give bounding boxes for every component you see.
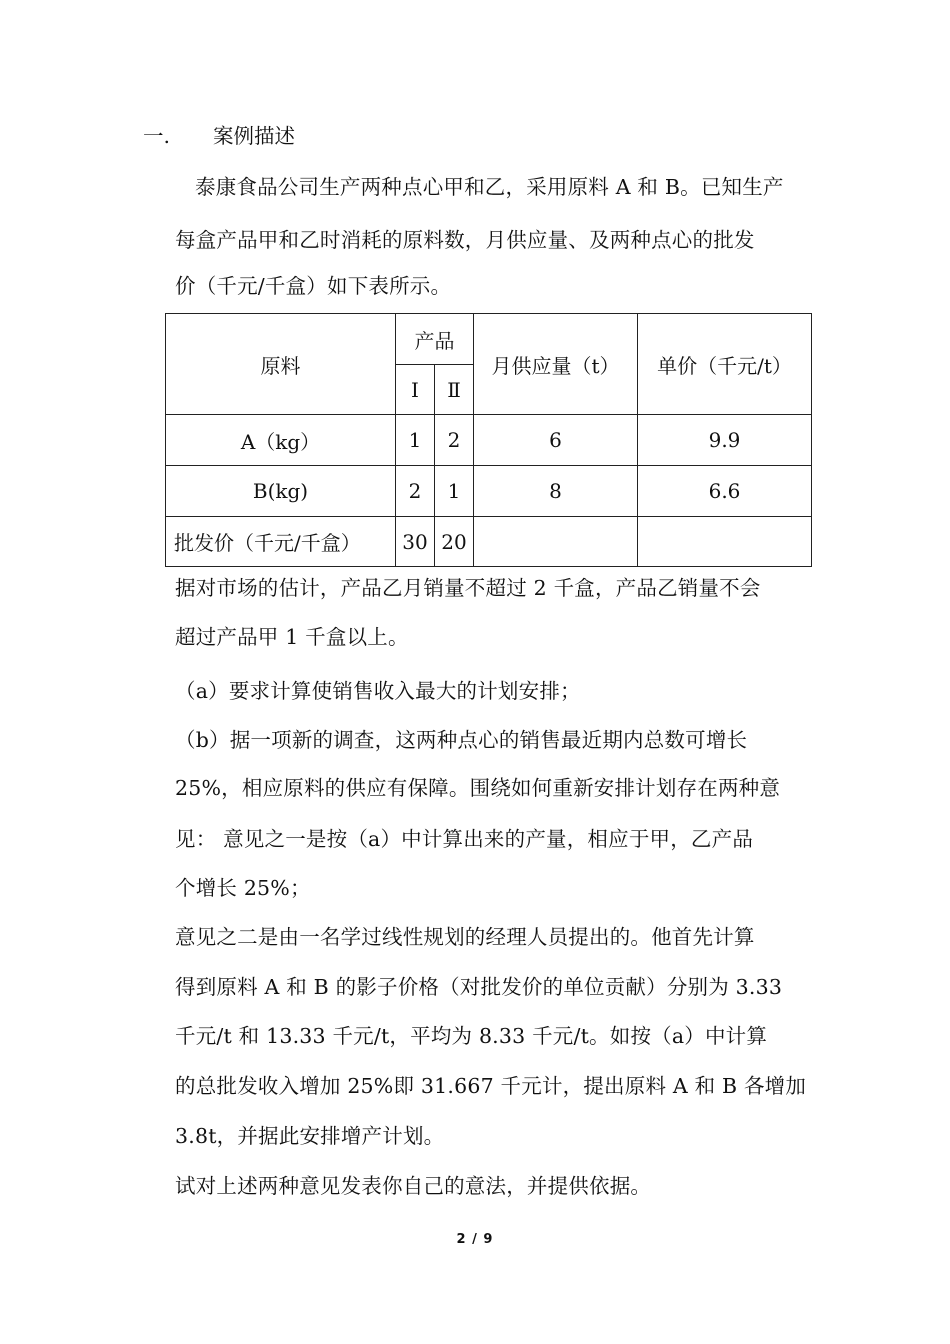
body-line: 见： 意见之一是按（a）中计算出来的产量，相应于甲，乙产品 xyxy=(175,827,754,851)
body-line: （a）要求计算使销售收入最大的计划安排； xyxy=(175,679,581,703)
body-line: 个增长 25%； xyxy=(175,876,311,900)
page-number: 2 / 9 xyxy=(456,1232,494,1247)
section-heading xyxy=(143,122,295,150)
cell-material: A（kg） xyxy=(166,415,396,466)
body-line: 意见之二是由一名学过线性规划的经理人员提出的。他首先计算 xyxy=(175,925,755,949)
body-line: （b）据一项新的调查，这两种点心的销售最近期内总数可增长 xyxy=(175,728,748,752)
intro-line: 每盒产品甲和乙时消耗的原料数，月供应量、及两种点心的批发 xyxy=(175,228,755,252)
body-line: 据对市场的估计，产品乙月销量不超过 2 千盒，产品乙销量不会 xyxy=(175,576,761,600)
header-price: 单价（千元/t） xyxy=(638,314,812,415)
cell-supply: 8 xyxy=(474,466,638,517)
cell-price: 9.9 xyxy=(638,415,812,466)
table-row xyxy=(166,415,812,466)
body-line: 25%，相应原料的供应有保障。围绕如何重新安排计划存在两种意 xyxy=(175,776,781,800)
cell-p2: 20 xyxy=(435,517,474,567)
materials-table xyxy=(165,313,812,567)
header-product: 产品 xyxy=(396,314,474,365)
table-row xyxy=(166,517,812,567)
cell-material: 批发价（千元/千盒） xyxy=(166,517,396,567)
cell-price: 6.6 xyxy=(638,466,812,517)
table-row xyxy=(166,466,812,517)
cell-material: B(kg) xyxy=(166,466,396,517)
body-line: 试对上述两种意见发表你自己的意法，并提供依据。 xyxy=(175,1174,652,1198)
body-line: 3.8t，并据此安排增产计划。 xyxy=(175,1124,445,1148)
cell-p1: 30 xyxy=(396,517,435,567)
header-supply: 月供应量（t） xyxy=(474,314,638,415)
cell-p2: 2 xyxy=(435,415,474,466)
cell-price xyxy=(638,517,812,567)
header-product-1: Ⅰ xyxy=(396,365,435,415)
intro-line: 泰康食品公司生产两种点心甲和乙，采用原料 A 和 B。已知生产 xyxy=(195,175,784,199)
header-product-2: Ⅱ xyxy=(435,365,474,415)
section-number: 一. xyxy=(143,124,171,148)
header-material: 原料 xyxy=(166,314,396,415)
cell-supply xyxy=(474,517,638,567)
body-line: 得到原料 A 和 B 的影子价格（对批发价的单位贡献）分别为 3.33 xyxy=(175,975,783,999)
cell-p2: 1 xyxy=(435,466,474,517)
body-line: 千元/t 和 13.33 千元/t，平均为 8.33 千元/t。如按（a）中计算 xyxy=(175,1024,768,1048)
cell-p1: 2 xyxy=(396,466,435,517)
intro-line: 价（千元/千盒）如下表所示。 xyxy=(175,274,452,298)
body-line: 的总批发收入增加 25%即 31.667 千元计，提出原料 A 和 B 各增加 xyxy=(175,1074,807,1098)
body-line: 超过产品甲 1 千盒以上。 xyxy=(175,625,409,649)
cell-supply: 6 xyxy=(474,415,638,466)
section-title: 案例描述 xyxy=(213,124,295,148)
cell-p1: 1 xyxy=(396,415,435,466)
